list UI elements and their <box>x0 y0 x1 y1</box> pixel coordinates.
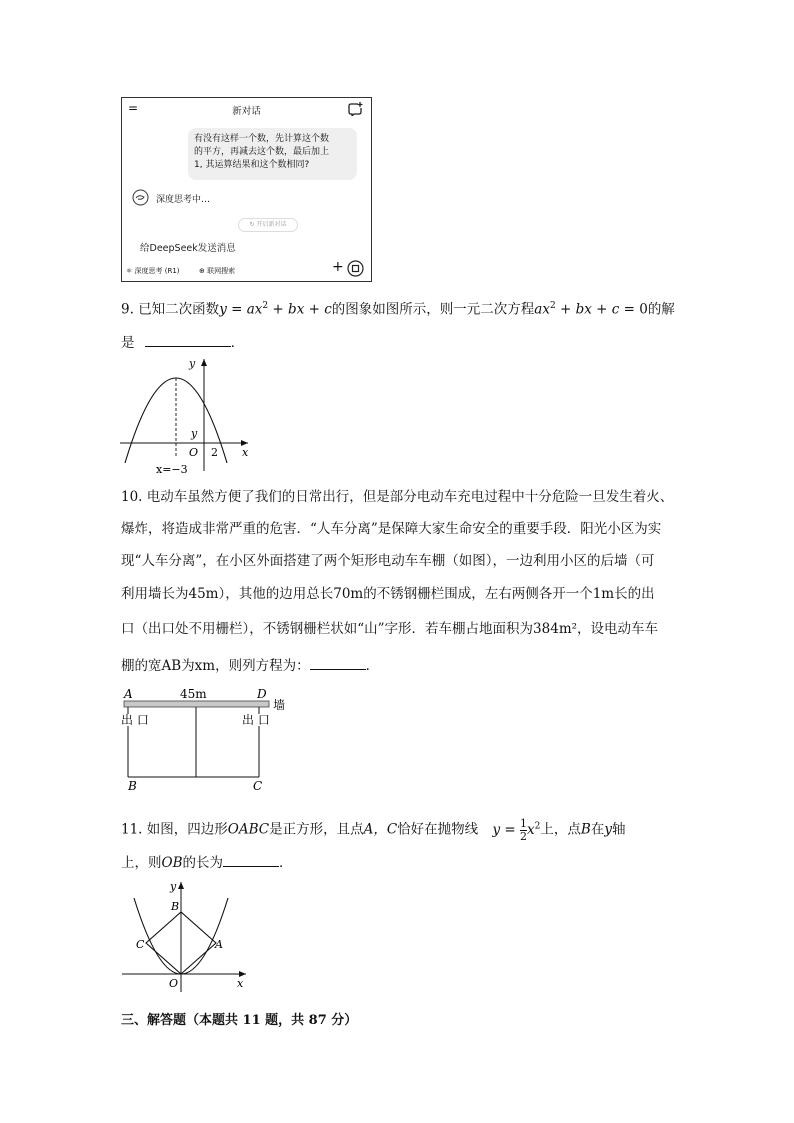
question-text: 的解 <box>647 301 675 318</box>
question-text: ． <box>279 855 293 871</box>
question-10-line: 现“人车分离”，在小区外面搭建了两个矩形电动车车棚（如图），一边利用小区的后墙（可 <box>121 553 655 569</box>
point-d-label: D <box>257 687 267 701</box>
x-axis-label: x <box>237 977 244 990</box>
user-message-bubble <box>188 128 357 180</box>
point-a-label: A <box>124 687 133 701</box>
deep-think-label: 深度思考 (R1) <box>134 267 180 275</box>
user-message-line: 1, 其运算结果和这个数相同? <box>194 160 310 170</box>
question-10-last-line <box>121 655 379 676</box>
shape-name: OABC <box>227 821 270 838</box>
point-c-label: C <box>136 938 145 951</box>
new-chat-icon[interactable] <box>348 102 363 116</box>
atom-icon: ⚛ <box>126 267 133 275</box>
send-button[interactable] <box>347 260 364 277</box>
x-axis-label: x <box>242 446 249 459</box>
question-text: 上，则 <box>121 855 162 871</box>
formula-function: y <box>219 301 227 318</box>
axis-name: y <box>604 821 612 838</box>
q10-shed-figure <box>118 684 298 796</box>
point-c-label: C <box>253 779 263 793</box>
attach-button[interactable]: + <box>332 259 344 275</box>
question-10-line: 10. 电动车虽然方便了我们的日常出行，但是部分电动车充电过程中十分危险一旦发生着火、 <box>121 489 674 505</box>
deep-think-toggle[interactable] <box>126 266 180 276</box>
answer-blank[interactable] <box>310 655 366 670</box>
exit-right-label: 出 口 <box>242 713 270 727</box>
question-9: 9. 已知二次函数$y = ax^2$ + bx + c的图象如图所示，则一元二次方程$ax^2$ + bx + c = 0的解 <box>121 301 675 318</box>
point-name: B <box>580 821 591 838</box>
question-text: 上，点 <box>540 821 581 838</box>
new-chat-button[interactable] <box>238 218 298 232</box>
point-b-label: B <box>128 779 137 793</box>
user-message-line: 有没有这样一个数，先计算这个数 <box>194 134 330 144</box>
deepseek-whale-icon <box>132 189 149 206</box>
question-text: 恰好在抛物线 <box>397 821 479 838</box>
exit-left-label: 出 口 <box>121 713 149 727</box>
question-number: 9. <box>121 301 134 318</box>
globe-icon: ⊕ <box>199 267 205 275</box>
y-axis-label-top: y <box>189 357 196 370</box>
question-text: 是正方形，且点 <box>269 821 364 838</box>
question-text: 轴 <box>611 821 626 838</box>
new-chat-label: 开启新对话 <box>256 221 287 228</box>
origin-label: O <box>169 977 179 990</box>
q11-square-parabola-figure <box>118 876 258 992</box>
chat-screenshot <box>121 97 372 282</box>
question-9-answer-line: 是 ． <box>121 332 244 353</box>
menu-icon[interactable]: = <box>128 101 139 115</box>
wall-label: 墙 <box>273 698 286 712</box>
y-axis-label: y <box>170 880 177 893</box>
point-b-label: B <box>171 900 180 913</box>
section-heading: 三、解答题（本题共 11 题，共 87 分） <box>121 1013 358 1028</box>
question-text: 在 <box>590 821 605 838</box>
origin-label: O <box>189 446 199 459</box>
thinking-status: 深度思考中… <box>156 195 211 205</box>
refresh-icon: ↻ <box>249 221 255 228</box>
chat-title: 新对话 <box>232 106 261 117</box>
question-text: 11. 如图，四边形 <box>121 821 228 838</box>
axis-of-symmetry-label: x=−3 <box>156 463 188 476</box>
question-11-answer-line <box>121 852 293 873</box>
wall-length-label: 45m <box>180 687 207 701</box>
web-search-label: 联网搜索 <box>207 267 236 275</box>
root-label: 2 <box>211 446 218 459</box>
point-a-label: A <box>215 938 223 951</box>
question-text: 的长为 <box>182 855 223 871</box>
q9-parabola-figure <box>118 355 258 477</box>
question-11 <box>121 816 625 843</box>
question-text: ． <box>365 658 380 674</box>
y-axis-label: y <box>191 427 198 440</box>
question-10-line: 口（出口处不用栅栏），不锈钢栅栏状如“山”字形．若车棚占地面积为384m²，设电动车车 <box>121 621 659 637</box>
answer-blank[interactable] <box>223 852 279 867</box>
answer-blank[interactable] <box>145 332 231 347</box>
formula-parabola: y = $\frac{1}{2}$ $x^2$ <box>492 816 541 843</box>
segment-name: OB <box>161 855 183 871</box>
web-search-toggle[interactable] <box>199 266 235 276</box>
user-message-line: 的平方，再减去这个数，最后加上 <box>194 147 330 157</box>
message-input[interactable]: 给DeepSeek发送消息 <box>140 243 236 254</box>
question-text: 棚的宽AB为xm，则列方程为： <box>121 658 310 674</box>
question-10-line: 爆炸，将造成非常严重的危害．“人车分离”是保障大家生命安全的重要手段．阳光小区为实 <box>121 521 662 537</box>
point-names: A，C <box>363 821 398 838</box>
question-10-line: 利用墙长为45m），其他的边用总长70m的不锈钢栅栏围成，左右两侧各开一个1m长的出 <box>121 586 655 602</box>
question-text: 是 <box>121 335 135 351</box>
question-text: 的图象如图所示，则一元二次方程 <box>331 301 535 318</box>
question-text: 已知二次函数 <box>138 301 220 318</box>
